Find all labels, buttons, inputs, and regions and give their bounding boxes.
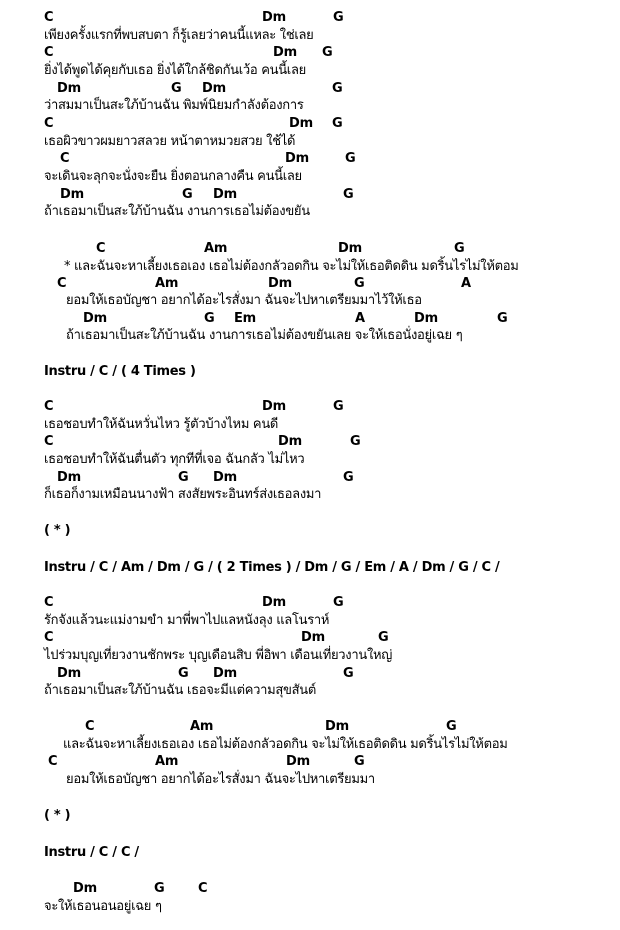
chord: C: [44, 399, 54, 414]
chord: G: [497, 311, 508, 326]
chord: Dm: [289, 116, 313, 131]
lyric-line: [0, 327, 620, 345]
chord: Dm: [285, 151, 309, 166]
chord: G: [454, 241, 465, 256]
chord: G: [178, 470, 189, 485]
chord: G: [178, 666, 189, 681]
chord: G: [333, 10, 344, 25]
chord: Dm: [262, 595, 286, 610]
lyric-text: ว่าสมมาเป็นสะใภ้บ้านฉัน พิมพ์นิยมกำลังต้องการ: [44, 98, 304, 113]
lyric-text: เธอผิวขาวผมยาวสลวย หน้าตาหมวยสวย ใช้ได้: [44, 134, 296, 149]
section-label-text: ( * ): [44, 523, 71, 538]
lyric-line: [0, 771, 620, 789]
lyric-text: ถ้าเธอมาเป็นสะใภ้บ้านฉัน งานการเธอไม่ต้องขยัน: [44, 204, 310, 219]
chord: Dm: [268, 276, 292, 291]
chord: C: [198, 881, 208, 896]
lyric-text: รักจังแล้วนะแม่งามขำ มาพี่พาไปแลหนังลุง แลโนราห์: [44, 613, 330, 628]
chord: G: [171, 81, 182, 96]
lyric-line: [0, 682, 620, 700]
lyric-text: เพียงครั้งแรกที่พบสบตา ก็รู้เลยว่าคนนี้แหละ ใช่เลย: [44, 28, 314, 43]
lyric-text: จะให้เธอนอนอยู่เฉย ๆ: [44, 899, 162, 914]
chord: G: [333, 399, 344, 414]
lyric-line: [0, 62, 620, 80]
chord: G: [343, 666, 354, 681]
lyric-line: [0, 647, 620, 665]
lyric-line: [0, 133, 620, 151]
chord-line: [0, 433, 620, 451]
chord: Dm: [57, 81, 81, 96]
chord: G: [354, 276, 365, 291]
chord: G: [182, 187, 193, 202]
chord-line: [0, 115, 620, 133]
chord: C: [85, 719, 95, 734]
chord: G: [154, 881, 165, 896]
chord: Em: [234, 311, 257, 326]
chord: A: [355, 311, 365, 326]
chord: G: [446, 719, 457, 734]
lyric-text: เธอชอบทำให้ฉันตื่นตัว ทุกทีที่เจอ ฉันกลัว ไม่ไหว: [44, 452, 305, 467]
lyric-line: [0, 292, 620, 310]
lyric-line: [0, 203, 620, 221]
chord: G: [343, 470, 354, 485]
lyric-text: ไปร่วมบุญเที่ยวงานชักพระ บุญเดือนสิบ พี่อิพา เดือนเที่ยวงานใหญ่: [44, 648, 393, 663]
chord: G: [343, 187, 354, 202]
section-label: [0, 363, 620, 381]
section-label-text: Instru / C / Am / Dm / G / ( 2 Times ) / Dm / G / Em / A / Dm / G / C /: [44, 560, 500, 575]
chord: C: [57, 276, 67, 291]
chord-line: [0, 594, 620, 612]
chord: G: [332, 81, 343, 96]
chord: Dm: [83, 311, 107, 326]
chord-line: [0, 186, 620, 204]
chord: Dm: [338, 241, 362, 256]
section-label: [0, 559, 620, 577]
chord: C: [48, 754, 58, 769]
chord: Dm: [213, 470, 237, 485]
chord-line: [0, 469, 620, 487]
chord: Am: [155, 754, 179, 769]
chord: G: [204, 311, 215, 326]
chord: Dm: [325, 719, 349, 734]
chord: G: [350, 434, 361, 449]
lyric-text: ถ้าเธอมาเป็นสะใภ้บ้านฉัน เธอจะมีแต่ความสุขสันต์: [44, 683, 316, 698]
chord: C: [44, 434, 54, 449]
lyric-line: [0, 416, 620, 434]
chord: C: [60, 151, 70, 166]
chord-line: [0, 9, 620, 27]
chord-line: [0, 398, 620, 416]
chord-line: [0, 80, 620, 98]
chord: G: [378, 630, 389, 645]
lyric-line: [0, 736, 620, 754]
chord: Dm: [213, 666, 237, 681]
lyric-text: ยอมให้เธอบัญชา อยากได้อะไรสั่งมา ฉันจะไปหาเตรียมมาไว้ให้เธอ: [66, 293, 422, 308]
chord: Dm: [202, 81, 226, 96]
chord: Dm: [301, 630, 325, 645]
chord: G: [333, 595, 344, 610]
chord-line: [0, 665, 620, 683]
chord: C: [44, 630, 54, 645]
chord: Dm: [262, 10, 286, 25]
chord: Dm: [286, 754, 310, 769]
lyric-line: [0, 258, 620, 276]
chord-line: [0, 44, 620, 62]
chord: G: [345, 151, 356, 166]
chord: G: [354, 754, 365, 769]
lyric-text: ยิ่งได้พูดได้คุยกับเธอ ยิ่งได้ใกล้ชิดกันเว้อ คนนี้เลย: [44, 63, 306, 78]
section-label-text: ( * ): [44, 808, 71, 823]
chord-line: [0, 240, 620, 258]
chord-line: [0, 275, 620, 293]
chord: Dm: [414, 311, 438, 326]
lyric-text: ถ้าเธอมาเป็นสะใภ้บ้านฉัน งานการเธอไม่ต้องขยันเลย จะให้เธอนั่งอยู่เฉย ๆ: [66, 328, 463, 343]
section-label: [0, 844, 620, 862]
chord: C: [44, 595, 54, 610]
chord: C: [44, 45, 54, 60]
chord: A: [461, 276, 471, 291]
chord: C: [44, 116, 54, 131]
chord: C: [96, 241, 106, 256]
chord-line: [0, 880, 620, 898]
section-label: [0, 807, 620, 825]
lyric-text: * และฉันจะหาเลี้ยงเธอเอง เธอไม่ต้องกลัวอดกิน จะไม่ให้เธอติดดิน มดริ้นไรไม่ให้ตอม: [64, 259, 519, 274]
chord: Dm: [60, 187, 84, 202]
lyric-text: เธอชอบทำให้ฉันหวั่นไหว รู้ตัวบ้างไหม คนดี: [44, 417, 279, 432]
chord-line: [0, 310, 620, 328]
lyric-line: [0, 486, 620, 504]
lyric-text: และฉันจะหาเลี้ยงเธอเอง เธอไม่ต้องกลัวอดกิน จะไม่ให้เธอติดดิน มดริ้นไรไม่ให้ตอม: [63, 737, 508, 752]
lyric-line: [0, 168, 620, 186]
lyric-text: ยอมให้เธอบัญชา อยากได้อะไรสั่งมา ฉันจะไปหาเตรียมมา: [66, 772, 375, 787]
chord: Am: [190, 719, 214, 734]
lyric-text: ก็เธอก็งามเหมือนนางฟ้า สงสัยพระอินทร์ส่งเธอลงมา: [44, 487, 322, 502]
chord: Dm: [213, 187, 237, 202]
lyric-line: [0, 27, 620, 45]
chord: Dm: [57, 666, 81, 681]
chord-line: [0, 150, 620, 168]
chord: Dm: [57, 470, 81, 485]
lyric-line: [0, 898, 620, 916]
chord: Am: [204, 241, 228, 256]
lyric-line: [0, 451, 620, 469]
lyric-line: [0, 612, 620, 630]
chord: Dm: [273, 45, 297, 60]
chord: Dm: [73, 881, 97, 896]
chord: G: [332, 116, 343, 131]
chord: Dm: [262, 399, 286, 414]
lyric-line: [0, 97, 620, 115]
chord-line: [0, 718, 620, 736]
chord: Dm: [278, 434, 302, 449]
section-label: [0, 522, 620, 540]
chord-line: [0, 753, 620, 771]
chord: Am: [155, 276, 179, 291]
section-label-text: Instru / C / ( 4 Times ): [44, 364, 196, 379]
section-label-text: Instru / C / C /: [44, 845, 139, 860]
chord-line: [0, 629, 620, 647]
chord: G: [322, 45, 333, 60]
chord: C: [44, 10, 54, 25]
lyric-text: จะเดินจะลุกจะนั่งจะยืน ยิ่งตอนกลางคืน คนนี้เลย: [44, 169, 302, 184]
